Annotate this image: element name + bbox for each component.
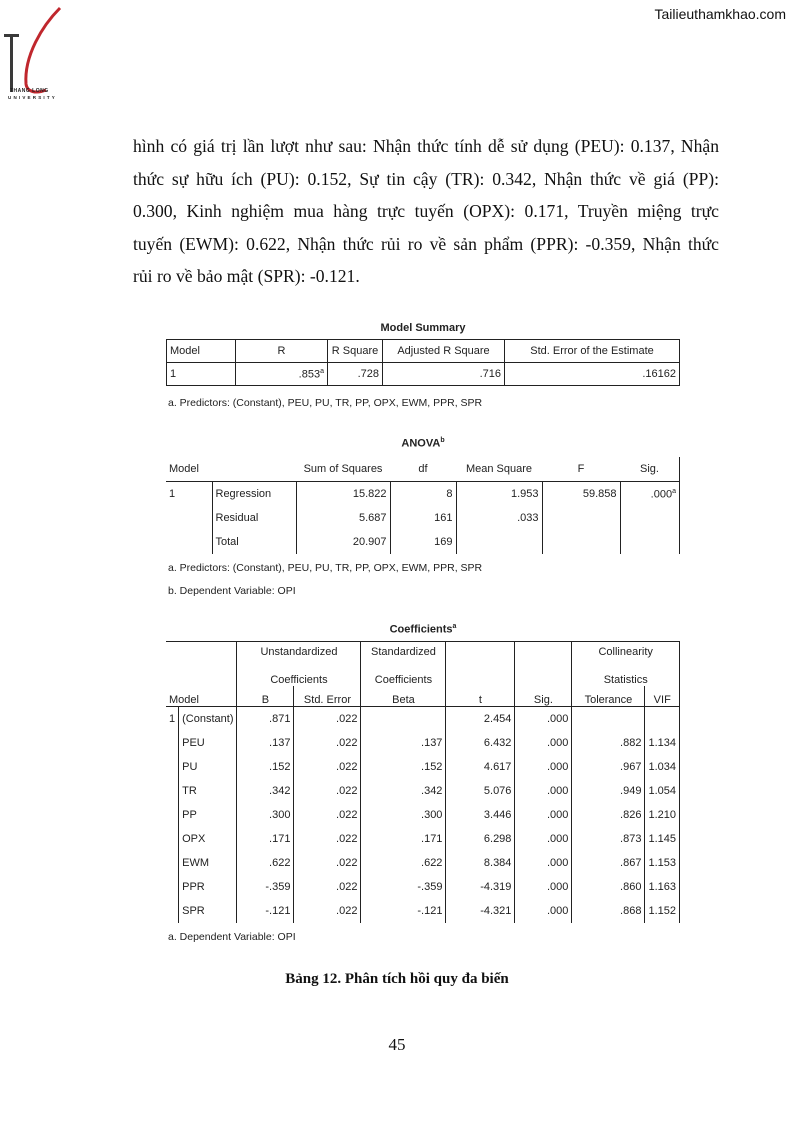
col-header: Beta: [361, 686, 446, 707]
cell: PEU: [179, 731, 237, 755]
cell: 1.054: [645, 779, 680, 803]
cell: [166, 731, 179, 755]
cell: .000: [515, 827, 572, 851]
cell: 1.152: [645, 899, 680, 923]
cell: (Constant): [179, 707, 237, 732]
table-row: [166, 827, 680, 851]
cell: -.121: [237, 899, 294, 923]
col-header: B: [237, 686, 294, 707]
anova-note-a: a. Predictors: (Constant), PEU, PU, TR, PP, OPX, EWM, PPR, SPR: [168, 562, 483, 574]
col-header: F: [542, 457, 620, 482]
table-caption: Bảng 12. Phân tích hồi quy đa biến: [285, 971, 509, 987]
col-header: t: [446, 686, 515, 707]
cell: 169: [390, 530, 456, 554]
cell: .000$^a$: [620, 482, 680, 507]
cell: [166, 779, 179, 803]
cell: OPX: [179, 827, 237, 851]
group-header-collinearity-2: Statistics: [572, 662, 680, 686]
col-header: Sum of Squares: [296, 457, 390, 482]
col-header: [212, 457, 296, 482]
group-header-empty: [446, 662, 515, 686]
cell: 8.384: [446, 851, 515, 875]
cell: .022: [294, 851, 361, 875]
paragraph-line: thức sự hữu ích (PU): 0.152, Sự tin cậy (TR): 0.342, Nhận thức về giá (PP):: [133, 168, 719, 189]
col-header: R: [236, 340, 328, 363]
cell: .000: [515, 803, 572, 827]
cell: 1: [167, 363, 236, 386]
group-header-standardized-2: Coefficients: [361, 662, 446, 686]
cell: .000: [515, 779, 572, 803]
cell: 20.907: [296, 530, 390, 554]
col-header: Adjusted R Square: [383, 340, 505, 363]
paragraph-line: hình có giá trị lần lượt như sau: Nhận thức tính dễ sử dụng (PEU): 0.137, Nhận: [133, 136, 719, 156]
cell: .826: [572, 803, 645, 827]
cell: 4.617: [446, 755, 515, 779]
cell: .171: [361, 827, 446, 851]
cell: [166, 506, 212, 530]
group-header-collinearity: Collinearity: [572, 642, 680, 663]
table-row: [166, 779, 680, 803]
table-row: [166, 731, 680, 755]
group-header-empty: [515, 642, 572, 663]
cell: 6.298: [446, 827, 515, 851]
cell: 1.210: [645, 803, 680, 827]
cell: -.121: [361, 899, 446, 923]
group-header-unstandardized-2: Coefficients: [237, 662, 361, 686]
cell: EWM: [179, 851, 237, 875]
cell: .000: [515, 875, 572, 899]
col-header: VIF: [645, 686, 680, 707]
cell: [166, 755, 179, 779]
cell: .000: [515, 899, 572, 923]
cell: .022: [294, 707, 361, 732]
cell: 1.145: [645, 827, 680, 851]
cell: [620, 530, 680, 554]
group-header-empty: [166, 642, 237, 663]
cell: 5.687: [296, 506, 390, 530]
cell: 1.034: [645, 755, 680, 779]
logo-text-thang-long: THANG LONG: [10, 88, 49, 94]
cell: .868: [572, 899, 645, 923]
cell: [166, 827, 179, 851]
col-header: Sig.: [620, 457, 680, 482]
cell: -.359: [361, 875, 446, 899]
group-header-empty: [446, 642, 515, 663]
cell: .342: [361, 779, 446, 803]
cell: .873: [572, 827, 645, 851]
table-row: [166, 755, 680, 779]
cell: 1.153: [645, 851, 680, 875]
table-row: [166, 875, 680, 899]
cell: 1: [169, 488, 176, 500]
cell: .022: [294, 875, 361, 899]
col-header: Model: [166, 457, 212, 482]
watermark: Tailieuthamkhao.com: [654, 6, 786, 22]
cell: [572, 707, 645, 732]
cell: 1.163: [645, 875, 680, 899]
cell: [542, 506, 620, 530]
cell: [361, 707, 446, 732]
cell: .152: [237, 755, 294, 779]
cell: .716: [383, 363, 505, 386]
cell: SPR: [179, 899, 237, 923]
cell: [166, 530, 212, 554]
cell: .853$^a$: [236, 363, 328, 386]
cell: .882: [572, 731, 645, 755]
cell: 1.134: [645, 731, 680, 755]
coefficients-note: a. Dependent Variable: OPI: [168, 931, 296, 943]
logo-text-university: UNIVERSITY: [8, 95, 58, 100]
cell: .867: [572, 851, 645, 875]
cell: .022: [294, 827, 361, 851]
cell: 2.454: [446, 707, 515, 732]
cell: 161: [390, 506, 456, 530]
cell: .16162: [505, 363, 680, 386]
table-row: [166, 530, 680, 554]
cell: .022: [294, 755, 361, 779]
col-header: Model: [166, 686, 237, 707]
cell: Total: [212, 530, 296, 554]
cell: [620, 506, 680, 530]
col-header: Tolerance: [572, 686, 645, 707]
cell: .033: [456, 506, 542, 530]
group-header-standardized: Standardized: [361, 642, 446, 663]
table-row: [166, 851, 680, 875]
col-header: df: [390, 457, 456, 482]
table-row: [166, 803, 680, 827]
cell: .967: [572, 755, 645, 779]
cell: .022: [294, 779, 361, 803]
paragraph-line: rủi ro về bảo mật (SPR): -0.121.: [133, 266, 360, 286]
cell: Residual: [212, 506, 296, 530]
cell: 5.076: [446, 779, 515, 803]
cell: PPR: [179, 875, 237, 899]
cell: 15.822: [296, 482, 390, 507]
cell: [166, 803, 179, 827]
col-header: Std. Error: [294, 686, 361, 707]
cell: .022: [294, 803, 361, 827]
cell: .000: [515, 707, 572, 732]
cell: .000: [515, 851, 572, 875]
cell: .000: [515, 731, 572, 755]
model-summary-note: a. Predictors: (Constant), PEU, PU, TR, PP, OPX, EWM, PPR, SPR: [168, 397, 483, 409]
model-summary-title: Model Summary: [380, 322, 466, 334]
group-header-empty: [166, 662, 237, 686]
table-row: [166, 899, 680, 923]
cell: 8: [390, 482, 456, 507]
cell: [166, 899, 179, 923]
cell: [645, 707, 680, 732]
table-row: [166, 707, 680, 732]
cell: .871: [237, 707, 294, 732]
paragraph-line: 0.300, Kinh nghiệm mua hàng trực tuyến (OPX): 0.171, Truyền miệng trực: [133, 201, 719, 221]
col-header: R Square: [328, 340, 383, 363]
cell: .860: [572, 875, 645, 899]
cell: .622: [237, 851, 294, 875]
cell: .171: [237, 827, 294, 851]
col-header: Std. Error of the Estimate: [505, 340, 680, 363]
model-summary-table: [166, 339, 680, 386]
cell: -4.319: [446, 875, 515, 899]
cell: 3.446: [446, 803, 515, 827]
cell: .137: [237, 731, 294, 755]
table-row: [167, 363, 680, 386]
col-header: Model: [167, 340, 236, 363]
cell: .152: [361, 755, 446, 779]
cell: 1.953: [456, 482, 542, 507]
page-number: 45: [388, 1035, 406, 1054]
cell: 59.858: [542, 482, 620, 507]
col-header: Sig.: [515, 686, 572, 707]
coefficients-title: Coefficients$^a$: [389, 623, 457, 636]
anova-title: ANOVA$^b$: [401, 437, 445, 450]
cell: .300: [237, 803, 294, 827]
cell: .728: [328, 363, 383, 386]
group-header-empty: [515, 662, 572, 686]
anova-note-b: b. Dependent Variable: OPI: [168, 585, 296, 597]
col-header: Mean Square: [456, 457, 542, 482]
body-paragraph: [133, 130, 719, 293]
cell: .137: [361, 731, 446, 755]
cell: PU: [179, 755, 237, 779]
cell: .949: [572, 779, 645, 803]
cell: .342: [237, 779, 294, 803]
anova-table: [166, 457, 680, 554]
cell: TR: [179, 779, 237, 803]
paragraph-line: tuyến (EWM): 0.622, Nhận thức rủi ro về sản phẩm (PPR): -0.359, Nhận thức: [133, 233, 719, 254]
cell: -.359: [237, 875, 294, 899]
cell: .000: [515, 755, 572, 779]
cell: .300: [361, 803, 446, 827]
cell: .622: [361, 851, 446, 875]
cell: .022: [294, 899, 361, 923]
coefficients-table: [166, 641, 680, 923]
cell: [166, 875, 179, 899]
coefficients-body: [166, 707, 680, 924]
group-header-unstandardized: Unstandardized: [237, 642, 361, 663]
cell: 6.432: [446, 731, 515, 755]
cell: 1: [169, 713, 176, 725]
table-row: [166, 506, 680, 530]
cell: Regression: [212, 482, 296, 507]
cell: -4.321: [446, 899, 515, 923]
cell: PP: [179, 803, 237, 827]
cell: [542, 530, 620, 554]
table-row: [166, 482, 680, 507]
cell: [456, 530, 542, 554]
cell: .022: [294, 731, 361, 755]
cell: [166, 851, 179, 875]
